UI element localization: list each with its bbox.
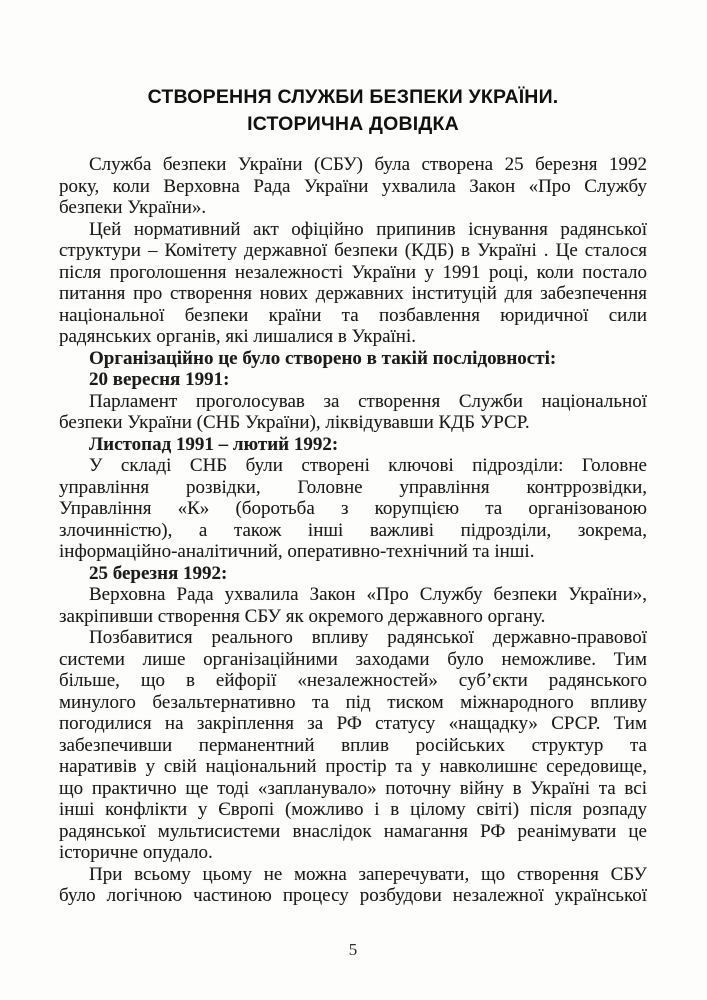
text-line: структури – Комітету державної безпеки (КДБ) в Україні . Це сталося: [59, 240, 647, 261]
section-heading-line: Організаційно це було створено в такій послідовності:: [89, 347, 557, 369]
text-line: безпеки України».: [59, 197, 207, 218]
text-line: Парламент проголосував за створення Служби національної: [89, 390, 647, 412]
text-line: У складі СНБ були створені ключові підрозділи: Головне: [89, 455, 647, 476]
document-body: [59, 154, 647, 907]
text-line: минулого безальтернативно та під тиском міжнародного впливу: [59, 691, 647, 713]
text-line: злочинністю), а також інші важливі підрозділи, зокрема,: [59, 519, 647, 541]
title-line-1: СТВОРЕННЯ СЛУЖБИ БЕЗПЕКИ УКРАЇНИ.: [147, 86, 559, 108]
text-line: було логічною частиною процесу розбудови незалежної української: [59, 885, 647, 906]
page-number: 5: [348, 940, 358, 959]
text-line: забезпечивши перманентний вплив російських структур та: [59, 734, 647, 756]
text-line: інші конфлікти у Європі (можливо і в цілому світі) після розпаду: [59, 799, 647, 820]
text-line: Служба безпеки України (СБУ) була створена 25 березня 1992: [89, 154, 647, 175]
text-line: інформаційно-аналітичний, оперативно-технічний та інші.: [59, 541, 535, 562]
text-line: управління розвідки, Головне управління контррозвідки,: [59, 476, 647, 498]
text-line: закріпивши створення СБУ як окремого державного органу.: [59, 605, 546, 627]
text-line: національної безпеки країни та позбавлення юридичної сили: [59, 304, 647, 326]
text-line: радянської мультисистеми внаслідок намагання РФ реанімувати це: [59, 820, 647, 842]
text-line: питання про створення нових державних інституцій для забезпечення: [59, 283, 647, 304]
text-line: Управління «К» (боротьба з корупцією та організованою: [59, 498, 647, 519]
text-line: Цей нормативний акт офіційно припинив існування радянської: [89, 218, 647, 240]
section-heading-line: 20 вересня 1991:: [89, 369, 230, 390]
text-line: погодилися на закріплення за РФ статусу «нащадку» СРСР. Тим: [59, 713, 647, 734]
text-line: При всьому цьому не можна заперечувати, що створення СБУ: [89, 863, 647, 885]
text-line: більше, що в ейфорії «незалежностей» суб’єкти радянського: [59, 670, 647, 691]
text-line: року, коли Верховна Рада України ухвалила Закон «Про Службу: [59, 175, 647, 197]
section-heading-line: 25 березня 1992:: [89, 562, 228, 584]
text-line: радянських органів, які лишалися в Україні.: [59, 326, 416, 347]
text-line: історичне опудало.: [59, 842, 213, 863]
text-line: після проголошення незалежності України у 1991 році, коли постало: [59, 261, 647, 283]
text-line: що практично ще тоді «запланувало» поточну війну в Україні та всі: [59, 777, 647, 799]
text-line: Верховна Рада ухвалила Закон «Про Службу безпеки України»,: [89, 584, 647, 605]
section-heading-line: Листопад 1991 – лютий 1992:: [89, 433, 339, 455]
title-line-2: ІСТОРИЧНА ДОВІДКА: [247, 113, 459, 135]
text-line: Позбавитися реального впливу радянської державно-правової: [89, 627, 647, 648]
text-line: наративів у свій національний простір та у навколишнє середовище,: [59, 756, 647, 777]
text-line: системи лише організаційними заходами було неможливе. Тим: [59, 648, 647, 670]
text-line: безпеки України (СНБ України), ліквідувавши КДБ УРСР.: [59, 412, 530, 433]
page-title: [59, 84, 647, 138]
